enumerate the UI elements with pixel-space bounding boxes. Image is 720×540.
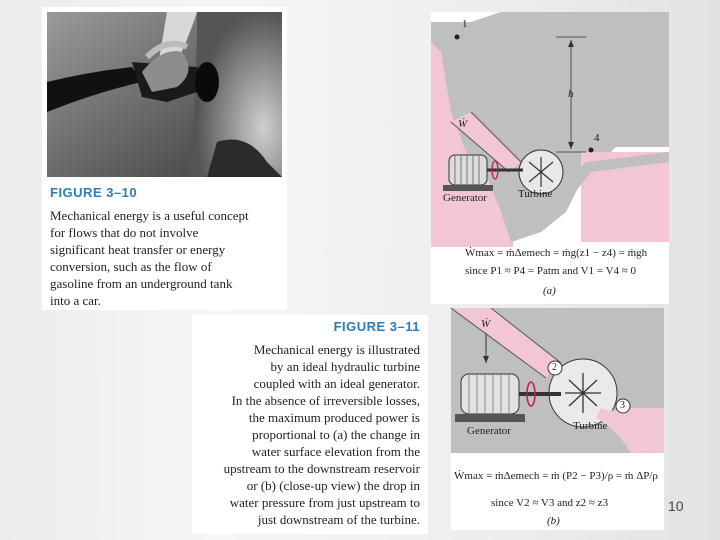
sublabel-a: (a) [543,285,556,297]
figure-3-11-title: FIGURE 3–11 [333,319,420,334]
figure-3-11-caption-line: by an ideal hydraulic turbine [270,359,420,374]
figure-3-11-caption-line: Mechanical energy is illustrated [253,342,420,357]
figure-3-10-caption-line: Mechanical energy is a useful concept [50,208,249,223]
turbine-diagram-b [451,308,664,530]
condition-b: since V2 ≈ V3 and z2 ≈ z3 [491,497,609,509]
point-2-label: 2 [552,362,557,373]
figure-3-11-caption-line: coupled with an ideal generator. [253,376,420,391]
figure-3-10-caption-line: into a car. [50,293,101,308]
work-label: Ẇ [481,318,491,330]
point-1-label: 1 [462,18,468,30]
figure-3-11-panel [192,315,428,534]
work-label: Ẇ [458,118,468,130]
condition-a: since P1 ≈ P4 = Patm and V1 = V4 ≈ 0 [465,265,637,277]
generator-label: Generator [443,192,487,204]
figure-3-10-caption-line: conversion, such as the flow of [50,259,212,274]
figure-3-10-caption-line: gasoline from an underground tank [50,276,233,291]
figure-3-11-caption-line: proportional to (a) the change in [252,427,420,442]
figure-3-10-caption-line: for flows that do not involve [50,225,199,240]
generator-label: Generator [467,425,511,437]
reservoir-turbine-drawing [431,12,669,304]
figure-3-11-caption-line: just downstream of the turbine. [257,512,420,527]
equation-b: Ẇmax = ṁΔemech = ṁ (P2 − P3)/ρ = ṁ ΔP/ρ [454,470,658,482]
figure-3-10-panel [42,7,287,310]
page-number: 10 [668,498,684,514]
figure-3-11-caption-line: water surface elevation from the [251,444,420,459]
turbine-label: Turbine [573,420,608,432]
figure-3-11-caption-line: upstream to the downstream reservoir [223,461,420,476]
height-label: h [568,88,574,100]
figure-3-10-caption-line: significant heat transfer or energy [50,242,226,257]
equation-a: Ẇmax = ṁΔemech = ṁg(z1 − z4) = ṁgh [465,247,648,259]
figure-3-11-caption-line: the maximum produced power is [248,410,420,425]
gas-pump-photo [47,12,282,177]
point-3-label: 3 [620,400,625,411]
point-4-label: 4 [594,132,600,144]
figure-3-11-caption-line: In the absence of irreversible losses, [231,393,420,408]
figure-3-11-caption-line: or (b) (close-up view) the drop in [246,478,420,493]
figure-3-10-title: FIGURE 3–10 [50,185,138,200]
sublabel-b: (b) [547,515,560,527]
turbine-label: Turbine [518,188,553,200]
turbine-diagram-a [431,12,669,304]
figure-3-11-caption-line: water pressure from just upstream to [229,495,420,510]
